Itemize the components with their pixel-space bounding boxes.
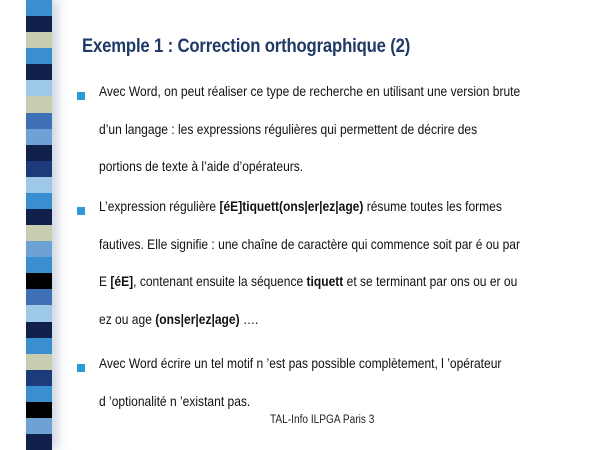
- color-block: [26, 354, 52, 370]
- body-text: , contenant ensuite la séquence: [133, 273, 307, 289]
- regex-bold-text: tiquett: [306, 273, 344, 289]
- color-block: [26, 0, 52, 16]
- color-block: [26, 16, 52, 32]
- body-text: et se terminant par ons ou er ou: [343, 273, 518, 289]
- color-block: [26, 113, 52, 129]
- color-block: [26, 32, 52, 48]
- color-block: [26, 322, 52, 338]
- color-block: [26, 80, 52, 96]
- regex-bold-text: (ons|er|ez|age): [155, 310, 240, 327]
- decorative-left-strip: [0, 0, 68, 450]
- slide-footer: TAL-Info ILPGA Paris 3: [270, 414, 375, 426]
- color-block: [26, 273, 52, 289]
- color-block: [26, 370, 52, 386]
- body-text: Avec Word, on peut réaliser ce type de recherche en utilisant une version brute: [99, 83, 521, 99]
- regex-bold-text: [éE]: [110, 273, 134, 289]
- body-text: ez ou age: [99, 310, 156, 327]
- slide-title: Exemple 1 : Correction orthographique (2): [82, 36, 411, 57]
- bullet-text-line: [99, 198, 502, 214]
- color-block: [26, 145, 52, 161]
- bullet-text-line: [99, 83, 520, 99]
- color-block: [26, 289, 52, 305]
- body-text: résume toutes les formes: [363, 198, 502, 214]
- color-block: [26, 402, 52, 418]
- color-block: [26, 161, 52, 177]
- color-block: [26, 241, 52, 257]
- color-block: [26, 193, 52, 209]
- regex-bold-text: [éE]tiquett(ons|er|ez|age): [219, 198, 364, 214]
- bullet-text-line: [99, 355, 501, 371]
- body-text: ….: [239, 310, 259, 327]
- body-text: Avec Word écrire un tel motif n ’est pas possible complètement, l ’opérateur: [99, 355, 502, 371]
- color-block: [26, 305, 52, 321]
- color-block: [26, 257, 52, 273]
- body-text: d’un langage : les expressions régulières qui permettent de décrire des: [99, 120, 478, 137]
- color-block: [26, 48, 52, 64]
- color-block: [26, 225, 52, 241]
- body-text: fautives. Elle signifie : une chaîne de caractère qui commence soit par é ou par: [99, 235, 520, 252]
- bullet-square-icon: [77, 364, 85, 372]
- color-block: [26, 64, 52, 80]
- color-block: [26, 338, 52, 354]
- bullet-text-line: [99, 311, 258, 327]
- color-block: [26, 129, 52, 145]
- color-block: [26, 177, 52, 193]
- body-text: d ’optionalité n ’existant pas.: [99, 392, 251, 409]
- color-block: [26, 418, 52, 434]
- color-block: [26, 386, 52, 402]
- bullet-text-line: [99, 393, 250, 409]
- bullet-square-icon: [77, 92, 85, 100]
- body-text: L’expression régulière: [99, 198, 220, 214]
- bullet-text-line: [99, 121, 477, 137]
- body-text: portions de texte à l’aide d’opérateurs.: [99, 158, 304, 174]
- color-block: [26, 209, 52, 225]
- bullet-square-icon: [77, 207, 85, 215]
- color-block: [26, 434, 52, 450]
- bullet-text-line: [99, 236, 520, 252]
- body-text: E: [99, 273, 111, 289]
- color-block-band: [26, 0, 52, 450]
- bullet-text-line: [99, 273, 517, 289]
- color-block: [26, 96, 52, 112]
- bullet-text-line: [99, 158, 303, 174]
